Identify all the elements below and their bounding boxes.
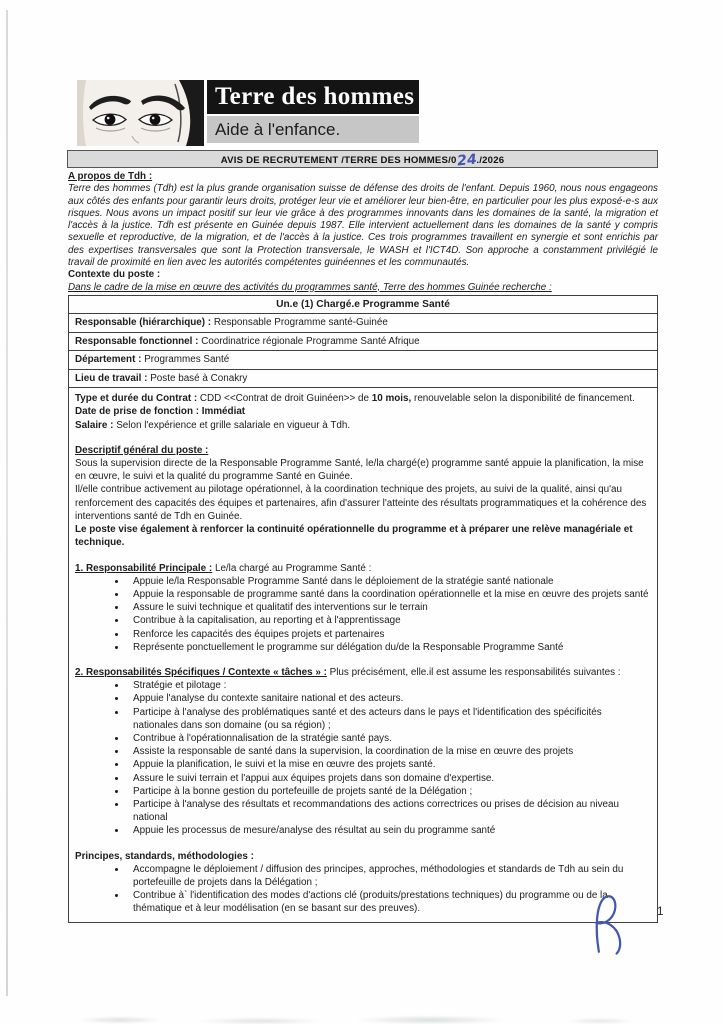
scan-artifact-left-line [6, 10, 8, 996]
bullet-item: • Accompagne le déploiement / diffusion des principes, approches, méthodologies et standards de Tdh au sein du portefeuille de projets dans la Délégation ; [127, 863, 649, 889]
bullet-item: • Stratégie et pilotage : [127, 679, 649, 692]
row-value: Programmes Santé [144, 354, 230, 366]
bullet-item: • Assure le suivi terrain et l'appui aux équipes projets dans son domaine d'expertise. [127, 772, 649, 785]
logo-text-block [207, 80, 419, 146]
table-row [69, 370, 657, 389]
section1-heading-line [75, 562, 649, 575]
row-value: Coordinatrice régionale Programme Santé Afrique [201, 335, 420, 347]
description-paragraph-1: Sous la supervision directe de la Responsable Programme Santé, le/la chargé(e) programme santé appuie la planification, la mise en œuvre, le suivi et la qualité du programme Santé en Guinée. [75, 458, 644, 483]
spacer [75, 432, 649, 444]
about-heading: A propos de Tdh : [68, 171, 153, 182]
recruitment-notice-title-bar [67, 150, 658, 168]
table-row [69, 314, 657, 333]
spacer [75, 838, 649, 850]
bullet-item: • Contribue à` l'identification des modes d'actions clé (produits/prestations techniques) du programme ou de la thématique et à leur modélisation (en se basant sur des preuves). [127, 889, 649, 915]
handwritten-paraph [583, 891, 639, 963]
contract-type-value-end: renouvelable selon la disponibilité de financement. [411, 393, 635, 405]
bullet-item: • Participe à l'analyse des problématiques santé et des acteurs dans le pays et l'identification des spécificités nationales dans son domaine (ou sa région) ; [127, 706, 649, 732]
section1-bullet-list [75, 575, 649, 654]
description-heading: Descriptif général du poste : [75, 444, 209, 456]
table-main-cell [69, 388, 657, 921]
document-body [68, 171, 658, 923]
logo-brand-name: Terre des hommes [207, 80, 419, 114]
handwritten-notice-number: 24 [455, 151, 478, 170]
contract-duration: 10 mois, [371, 393, 412, 405]
principles-heading: Principes, standards, méthodologies : [75, 850, 254, 862]
bullet-item: • Contribue à l'opérationnalisation de la stratégie santé pays. [127, 732, 649, 745]
row-value: Poste basé à Conakry [150, 372, 248, 384]
position-title-row: Un.e (1) Chargé.e Programme Santé [69, 296, 657, 314]
section2-heading: 2. Responsabilités Spécifiques / Contexte « tâches » : [75, 666, 327, 678]
description-paragraph-3: Le poste vise également à renforcer la continuité opérationnelle du programme et à préparer une relève managériale et technique. [75, 524, 633, 549]
title-bar-prefix: AVIS DE RECRUTEMENT /TERRE DES HOMMES/0 [220, 155, 457, 166]
row-label: Responsable fonctionnel : [75, 335, 199, 347]
salary-value: Selon l'expérience et grille salariale en vigueur à Tdh. [116, 419, 351, 431]
scan-artifact-bottom-shadow [0, 1008, 724, 1024]
bullet-item: • Appuie les processus de mesure/analyse des résultat au sein du programme santé [127, 824, 649, 837]
table-row [69, 333, 657, 352]
bullet-item: • Appuie l'analyse du contexte sanitaire national et des acteurs. [127, 692, 649, 705]
spacer [75, 654, 649, 666]
row-label: Département : [75, 354, 142, 366]
about-paragraph: Terre des hommes (Tdh) est la plus grande organisation suisse de défense des droits de l'enfant. Depuis 1960, nous nous engageons aux côtés des enfants pour garantir leurs droits, protéger leur vie et améliorer leur bien-être, en particulier pour les plus exposé-e-s aux risques. Nous avons un impact positif sur leur vie grâce à des programmes innovants dans les domaines de la santé, la migration et l'accès à la justice. Tdh est présente en Guinée depuis 1987. Elle intervient actuellement dans les domaines de la santé y compris sexuelle et reproductive, de la migration, et de l'accès à la justice. Ces trois programmes travaillent en synergie et sont enrichis par des expertises transversales que sont la Protection transversale, le WASH et l'ICT4D. Son approche a constamment privilégié le travail de proximité en lien avec les autorités compétentes guinéennes et les communautés. [68, 183, 658, 269]
bullet-item: • Appuie le/la Responsable Programme Santé dans le déploiement de la stratégie santé nationale [127, 575, 649, 588]
bullet-item: • Appuie la responsable de programme santé dans la coordination opérationnelle et la mise en œuvre des projets santé [127, 588, 649, 601]
principles-bullet-list [75, 863, 649, 916]
title-bar-suffix: ./2026 [476, 155, 505, 166]
bullet-item: • Participe à la bonne gestion du portefeuille de projets santé de la Délégation ; [127, 785, 649, 798]
description-paragraph-2: Il/elle contribue activement au pilotage opérationnel, à la coordination technique des projets, au suivi de la qualité, ainsi qu'au renforcement des capacités des équipes et partenaires, afin d'assurer l'atteinte des résultats programmatiques et la cohérence des interventions santé de Tdh en Guinée. [75, 484, 647, 522]
row-label: Lieu de travail : [75, 372, 148, 384]
bullet-item: • Assiste la responsable de santé dans la supervision, la coordination de la mise en œuvre des projets [127, 745, 649, 758]
bullet-item: • Contribue à la capitalisation, au reporting et à l'apprentissage [127, 614, 649, 627]
page-number: 1 [657, 906, 664, 918]
table-row [69, 351, 657, 370]
contract-type-line [75, 392, 649, 405]
logo-eyes-image [77, 80, 204, 146]
salary-label: Salaire : [75, 419, 114, 431]
section2-heading-suffix: Plus précisément, elle.il est assume les responsabilités suivantes : [326, 666, 621, 678]
context-heading: Contexte du poste : [68, 269, 161, 281]
section1-heading: 1. Responsabilité Principale : [75, 562, 213, 574]
bullet-item: • Renforce les capacités des équipes projets et partenaires [127, 628, 649, 641]
bullet-item: • Appuie la planification, le suivi et la mise en œuvre des projets santé. [127, 758, 649, 771]
contract-type-value: CDD <<Contrat de droit Guinéen>> de [199, 393, 372, 405]
bullet-item: • Participe à l'analyse des résultats et recommandations des actions correctrices ou prises de décision au niveau national [127, 798, 649, 824]
section1-heading-suffix: Le/la chargé au Programme Santé : [212, 562, 372, 574]
bullet-item: • Représente ponctuellement le programme sur délégation du/de la Responsable Programme Santé [127, 641, 649, 654]
salary-line [75, 419, 649, 432]
logo-tagline: Aide à l'enfance. [207, 116, 419, 143]
context-intro-line: Dans le cadre de la mise en œuvre des activités du programmes santé, Terre des hommes Guinée recherche : [68, 281, 552, 293]
section2-bullet-list [75, 679, 649, 837]
spacer [75, 550, 649, 562]
contract-type-label: Type et durée du Contrat : [75, 393, 198, 405]
row-value: Responsable Programme santé-Guinée [213, 317, 388, 329]
position-details-table [68, 295, 658, 923]
row-label: Responsable (hiérarchique) : [75, 317, 212, 329]
start-date-line: Date de prise de fonction : Immédiat [75, 406, 246, 418]
section2-heading-line [75, 666, 649, 679]
bullet-item: • Assure le suivi technique et qualitatif des interventions sur le terrain [127, 601, 649, 614]
tdh-logo [77, 80, 419, 146]
